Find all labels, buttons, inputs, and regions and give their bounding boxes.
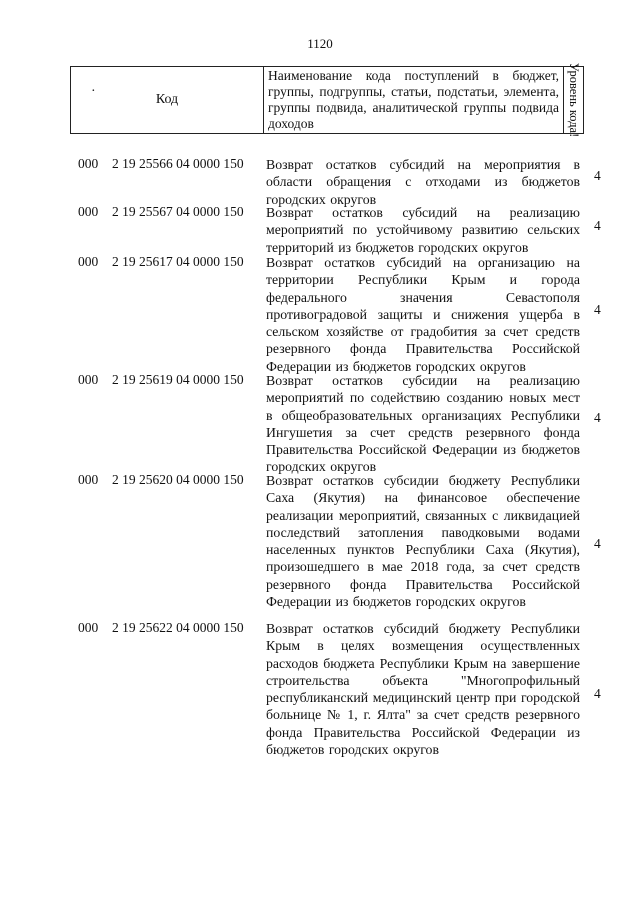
row-level: 4 <box>594 302 601 317</box>
row-classification-code: 2 19 25566 04 0000 150 <box>112 156 244 171</box>
table-header <box>70 62 584 138</box>
header-code-label: Код <box>155 92 179 107</box>
header-level-cell <box>564 62 583 138</box>
row-description: Возврат остатков субсидии бюджету Республики Саха (Якутия) на финансовое обеспечение реализации мероприятий, связанных с ликвидацией последствий затопления паводковыми водами населенных пунктов Республики Саха (Якутия), произошедшего в мае 2018 года, за счет средств резервного фонда Правительства Российской Федерации из бюджетов городских округов <box>266 473 580 610</box>
row-group-code: 000 <box>78 620 99 635</box>
row-level: 4 <box>594 686 601 701</box>
row-classification-code: 2 19 25617 04 0000 150 <box>112 254 244 269</box>
row-description: Возврат остатков субсидий на реализацию мероприятий по устойчивому развитию сельских территорий из бюджетов городских округов <box>266 205 580 255</box>
row-group-code: 000 <box>78 472 99 487</box>
row-level: 4 <box>594 168 601 183</box>
row-description: Возврат остатков субсидий бюджету Республики Крым в целях возмещения осуществленных расходов бюджета Республики Крым на завершение строительства объекта "Многопрофильный республиканский медицинский центр при городской больнице № 1, г. Ялта" за счет средств резервного фонда Правительства Российской Федерации из бюджетов городских округов <box>266 621 580 758</box>
row-classification-code: 2 19 25619 04 0000 150 <box>112 372 244 387</box>
header-dot-mark: · <box>91 84 96 99</box>
row-group-code: 000 <box>78 372 99 387</box>
header-name-label: Наименование кода поступлений в бюджет, группы, подгруппы, статьи, подстатьи, элемента, группы подвида, аналитической группы подвида доходов <box>268 68 559 131</box>
header-name-cell <box>264 67 564 133</box>
row-description: Возврат остатков субсидий на организацию на территории Республики Крым и города федерального значения Севастополя противоградовой защиты и снижения ущерба в сельском хозяйстве от градобития за счет средств резервного фонда Правительства Российской Федерации из бюджетов городских округов <box>266 255 580 374</box>
row-description: Возврат остатков субсидии на реализацию мероприятий по содействию созданию новых мест в общеобразовательных организациях Республики Ингушетия за счет средств резервного фонда Правительства Российской Федерации из бюджетов городских округов <box>266 373 580 475</box>
header-code-cell <box>71 67 264 133</box>
row-level: 4 <box>594 536 601 551</box>
row-level: 4 <box>594 218 601 233</box>
row-classification-code: 2 19 25622 04 0000 150 <box>112 620 244 635</box>
page-number: 1120 <box>307 36 333 51</box>
row-classification-code: 2 19 25567 04 0000 150 <box>112 204 244 219</box>
row-description: Возврат остатков субсидий на мероприятия в области обращения с отходами из бюджетов городских округов <box>266 157 580 207</box>
row-group-code: 000 <box>78 254 99 269</box>
header-level-label: Уровень кода! <box>566 62 581 138</box>
row-level: 4 <box>594 410 601 425</box>
row-classification-code: 2 19 25620 04 0000 150 <box>112 472 244 487</box>
row-group-code: 000 <box>78 204 99 219</box>
row-group-code: 000 <box>78 156 99 171</box>
